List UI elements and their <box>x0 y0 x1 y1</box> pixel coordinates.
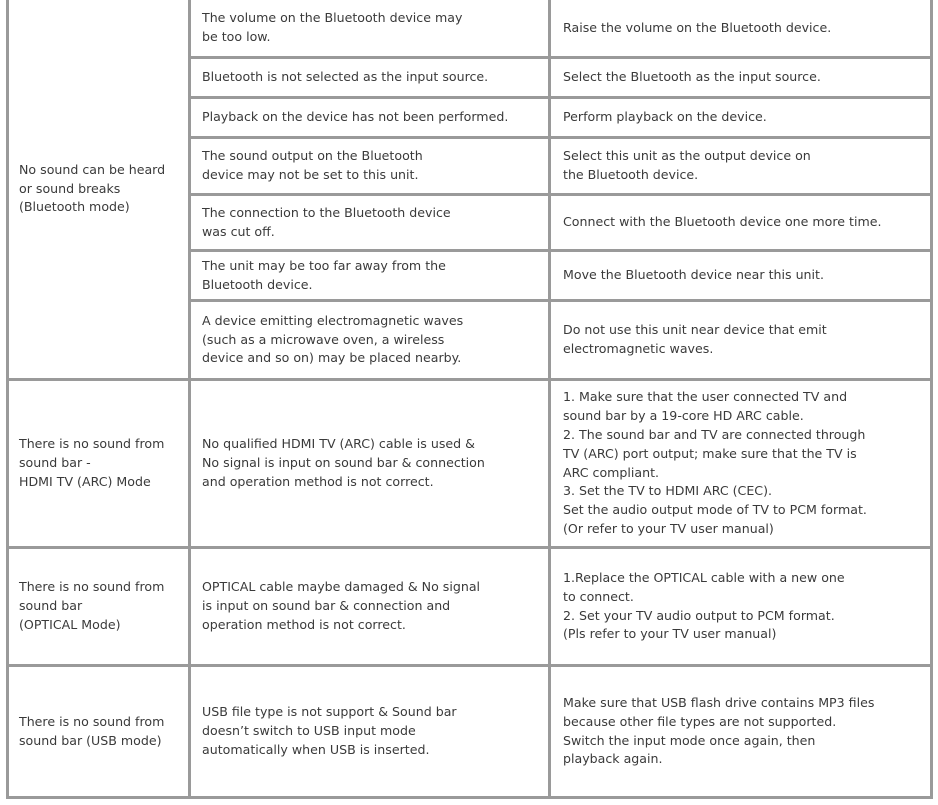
optical-group <box>9 549 930 664</box>
solution-cell: Select the Bluetooth as the input source. <box>551 56 930 96</box>
cause-cell: A device emitting electromagnetic waves (such as a microwave oven, a wireless device and so on) may be placed nearby. <box>191 299 548 378</box>
solution-cell: Connect with the Bluetooth device one more time. <box>551 193 930 249</box>
cause-cell: The sound output on the Bluetooth device may not be set to this unit. <box>191 136 548 193</box>
hdmi-group <box>9 381 930 546</box>
solution-cell: Do not use this unit near device that emit electromagnetic waves. <box>551 299 930 378</box>
cause-cell: The connection to the Bluetooth device was cut off. <box>191 193 548 249</box>
solution-cell: Perform playback on the device. <box>551 96 930 136</box>
solution-cell: Raise the volume on the Bluetooth device. <box>563 19 832 35</box>
cause-column <box>188 0 548 378</box>
cause-cell: Bluetooth is not selected as the input source. <box>191 56 548 96</box>
cause-cell: Playback on the device has not been performed. <box>191 96 548 136</box>
solution-cell: Make sure that USB flash drive contains MP3 files because other file types are not supported. Switch the input mode once again, then playback again. <box>563 694 875 767</box>
problem-text: There is no sound from sound bar (USB mode) <box>19 713 165 748</box>
problem-cell <box>9 549 188 664</box>
cause-column <box>188 667 548 796</box>
cause-cell: OPTICAL cable maybe damaged & No signal is input on sound bar & connection and operation method is not correct. <box>202 579 481 632</box>
cause-cell: No qualified HDMI TV (ARC) cable is used & No signal is input on sound bar & connection and operation method is not correct. <box>202 436 485 489</box>
bluetooth-group <box>9 0 930 378</box>
cause-cell: USB file type is not support & Sound bar doesn’t switch to USB input mode automatically when USB is inserted. <box>202 704 457 757</box>
problem-cell <box>9 667 188 796</box>
solution-column <box>548 549 930 664</box>
solution-cell: 1.Replace the OPTICAL cable with a new one to connect. 2. Set your TV audio output to PCM format. (Pls refer to your TV user manual) <box>563 569 845 642</box>
problem-cell <box>9 381 188 546</box>
solution-cell: Select this unit as the output device on the Bluetooth device. <box>551 136 930 193</box>
cause-column <box>188 549 548 664</box>
cause-column <box>188 381 548 546</box>
problem-text: There is no sound from sound bar - HDMI TV (ARC) Mode <box>19 436 165 489</box>
solution-column <box>548 0 930 378</box>
solution-cell: 1. Make sure that the user connected TV and sound bar by a 19-core HD ARC cable. 2. The sound bar and TV are connected through TV (ARC) port output; make sure that the TV is ARC compliant. 3. Set the TV to HDMI ARC (CEC). Set the audio output mode of TV to PCM format. (Or refer to your TV user manual) <box>563 389 867 536</box>
solution-cell: Move the Bluetooth device near this unit. <box>551 249 930 299</box>
solution-column <box>548 381 930 546</box>
cause-cell: The volume on the Bluetooth device may be too low. <box>202 10 463 44</box>
troubleshooting-table <box>6 0 933 799</box>
cause-cell: The unit may be too far away from the Bluetooth device. <box>191 249 548 299</box>
problem-text: No sound can be heard or sound breaks (Bluetooth mode) <box>19 161 166 215</box>
solution-column <box>548 667 930 796</box>
problem-cell <box>9 0 188 378</box>
usb-group <box>9 667 930 796</box>
problem-text: There is no sound from sound bar (OPTICAL Mode) <box>19 579 165 632</box>
